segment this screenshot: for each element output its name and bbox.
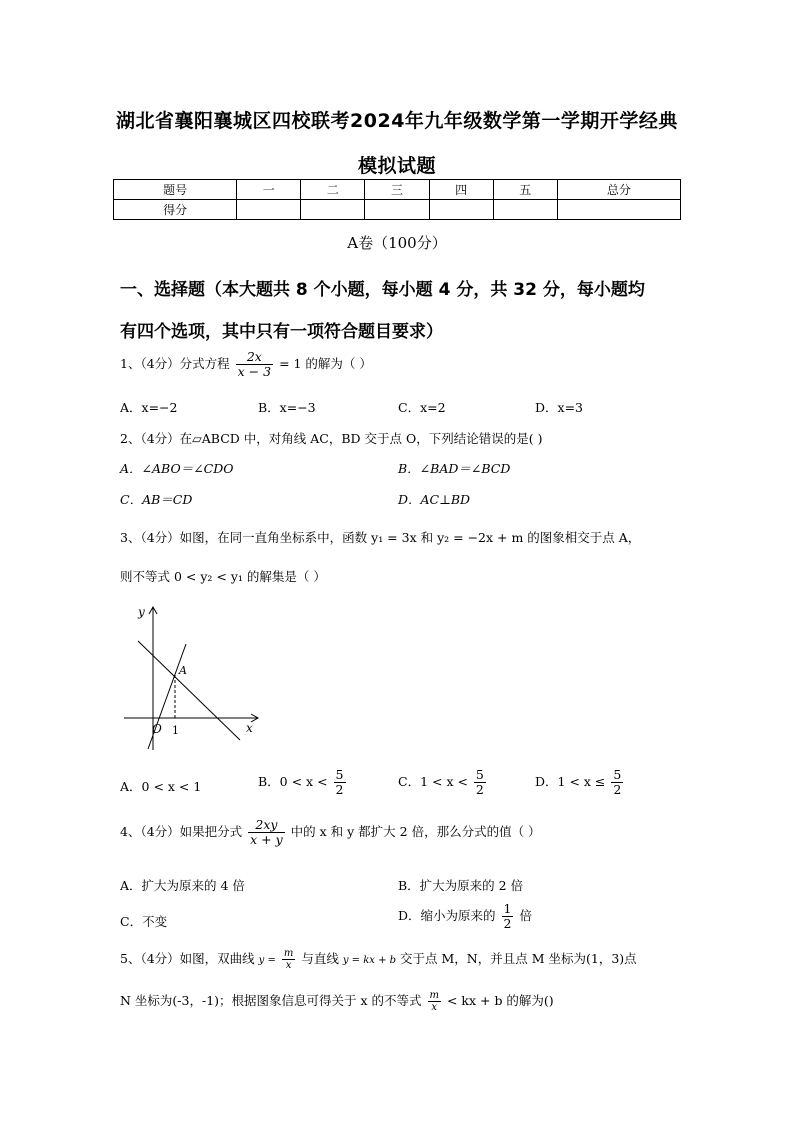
score-table-header-cell: 五 xyxy=(493,180,557,200)
q5-inequality-fraction xyxy=(428,990,441,1013)
score-cell xyxy=(429,200,493,220)
q3-option-d-num: 5 xyxy=(613,767,622,782)
q5-suffix: 交于点 M，N，并且点 M 坐标为(1，3)点 xyxy=(400,951,637,966)
q2-option-b[interactable]: B．∠BAD＝∠BCD xyxy=(398,461,511,476)
q3-option-d-den: 2 xyxy=(613,781,622,797)
document-title-line2: 模拟试题 xyxy=(357,155,436,177)
q5-prefix: 5、（4分）如图，双曲线 xyxy=(120,951,255,966)
score-cell xyxy=(301,200,365,220)
score-cell xyxy=(237,200,301,220)
q4-option-c[interactable]: C．不变 xyxy=(120,914,168,929)
q5-hyperbola-num: m xyxy=(283,948,294,959)
q4-option-d-fraction xyxy=(502,902,514,931)
q3-option-d[interactable] xyxy=(535,768,625,797)
q3-tick-1-label: 1 xyxy=(172,724,179,737)
score-table-score-row xyxy=(114,200,681,220)
score-table-header-cell: 三 xyxy=(365,180,429,200)
q4-fraction xyxy=(248,818,285,847)
score-table-row-label: 得分 xyxy=(114,200,237,220)
q3-option-b[interactable] xyxy=(258,768,348,797)
q1-prefix: 1、（4分）分式方程 xyxy=(120,355,230,371)
q1-frac-den: x − 3 xyxy=(237,363,272,379)
q5-hyperbola-den: x xyxy=(285,960,292,971)
q2-option-c[interactable]: C．AB＝CD xyxy=(120,492,193,507)
q3-option-b-den: 2 xyxy=(335,781,344,797)
q3-option-c-den: 2 xyxy=(475,781,484,797)
question-2: 2、（4分）在▱ABCD 中，对角线 AC，BD 交于点 O，下列结论错误的是( ) xyxy=(120,431,543,446)
q3-option-b-text: B．0 < x < xyxy=(258,773,328,789)
question-5-line1 xyxy=(120,948,637,971)
score-table-header-cell: 二 xyxy=(301,180,365,200)
q1-option-b[interactable]: B．x=−3 xyxy=(258,400,316,415)
q3-point-a-label: A xyxy=(179,664,187,677)
q3-option-b-num: 5 xyxy=(335,767,344,782)
q2-option-d[interactable]: D．AC⊥BD xyxy=(398,492,471,507)
q1-suffix: = 1 的解为（ ） xyxy=(279,355,372,371)
q3-option-a[interactable]: A．0 < x < 1 xyxy=(120,779,202,794)
question-3-line2: 则不等式 0 < y₂ < y₁ 的解集是（ ） xyxy=(120,569,326,584)
score-table-header-cell: 四 xyxy=(429,180,493,200)
q1-frac-num: 2x xyxy=(236,350,273,365)
question-4 xyxy=(120,818,541,847)
q3-x-label: x xyxy=(246,721,253,735)
q5-hyperbola-lhs: y = xyxy=(258,955,276,966)
question-5-line2 xyxy=(120,990,554,1013)
q4-option-a[interactable]: A．扩大为原来的 4 倍 xyxy=(120,878,245,893)
q4-option-d-suffix: 倍 xyxy=(519,907,532,923)
q4-prefix: 4、（4分）如果把分式 xyxy=(120,823,243,839)
q4-suffix: 中的 x 和 y 都扩大 2 倍，那么分式的值（ ） xyxy=(290,823,541,839)
section-a-title: A卷（100分） xyxy=(347,234,447,252)
q3-option-b-fraction xyxy=(334,768,346,797)
q1-option-d[interactable]: D．x=3 xyxy=(535,400,583,415)
score-cell xyxy=(365,200,429,220)
score-table-header-cell: 题号 xyxy=(114,180,237,200)
q3-y-label: y xyxy=(138,605,145,619)
q3-origin-label: O xyxy=(152,722,162,736)
q3-option-d-fraction xyxy=(611,768,623,797)
q4-option-d-text: D．缩小为原来的 xyxy=(398,907,496,923)
q5-line2-suffix: < kx + b 的解为() xyxy=(446,993,554,1008)
score-table-header-cell: 一 xyxy=(237,180,301,200)
q4-option-d-num: 1 xyxy=(503,901,512,916)
q4-option-d-den: 2 xyxy=(503,915,512,931)
score-cell xyxy=(557,200,680,220)
q5-hyperbola-fraction xyxy=(282,948,295,971)
score-table xyxy=(113,179,681,220)
part1-heading-line2: 有四个选项，其中只有一项符合题目要求） xyxy=(120,322,443,342)
q1-option-c[interactable]: C．x=2 xyxy=(398,400,446,415)
q5-line-equation: y = kx + b xyxy=(342,955,397,966)
score-cell xyxy=(493,200,557,220)
q1-fraction xyxy=(236,350,273,379)
q4-frac-den: x + y xyxy=(250,831,283,847)
q4-frac-num: 2xy xyxy=(248,818,285,833)
q3-option-d-text: D．1 < x ≤ xyxy=(535,773,606,789)
q3-option-c-text: C．1 < x < xyxy=(398,773,468,789)
q2-option-a[interactable]: A．∠ABO＝∠CDO xyxy=(120,461,234,476)
question-3-line1: 3、（4分）如图，在同一直角坐标系中，函数 y₁ = 3x 和 y₂ = −2x + m 的图象相交于点 A， xyxy=(120,530,641,545)
q5-ineq-num: m xyxy=(429,990,439,1001)
score-table-header-cell: 总分 xyxy=(557,180,680,200)
score-table-header-row xyxy=(114,180,681,200)
q4-option-b[interactable]: B．扩大为原来的 2 倍 xyxy=(398,878,524,893)
q3-graph xyxy=(118,602,268,754)
q5-ineq-den: x xyxy=(431,1002,438,1013)
q3-option-c-num: 5 xyxy=(475,767,484,782)
part1-heading-line1: 一、选择题（本大题共 8 个小题，每小题 4 分，共 32 分，每小题均 xyxy=(120,280,645,300)
q3-option-c[interactable] xyxy=(398,768,488,797)
q3-option-c-fraction xyxy=(474,768,486,797)
q5-mid: 与直线 xyxy=(301,951,339,966)
q4-option-d[interactable] xyxy=(398,902,532,931)
q5-line2-prefix: N 坐标为(-3，-1)；根据图象信息可得关于 x 的不等式 xyxy=(120,993,422,1008)
question-1 xyxy=(120,350,372,379)
q1-option-a[interactable]: A．x=−2 xyxy=(120,400,178,415)
document-title-line1: 湖北省襄阳襄城区四校联考2024年九年级数学第一学期开学经典 xyxy=(116,110,678,132)
